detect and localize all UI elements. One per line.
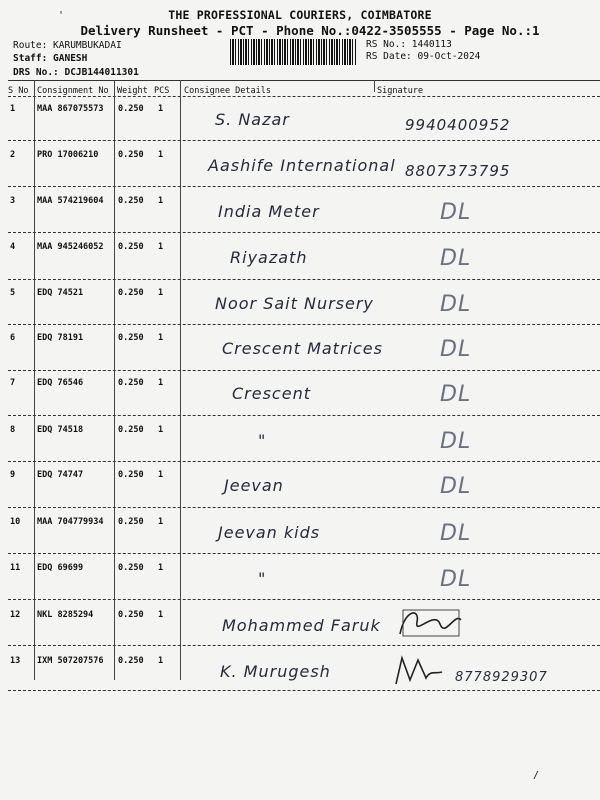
header-bottom-rule <box>8 96 600 97</box>
row-pcs: 1 <box>158 288 164 298</box>
signature-scribble <box>392 650 452 690</box>
column-header-weight: Weight <box>117 86 148 96</box>
rs-date: RS Date: 09-Oct-2024 <box>366 51 481 62</box>
row-consignment-no: EDQ 76546 <box>37 378 84 388</box>
row-weight: 0.250 <box>118 425 144 435</box>
header-top-rule <box>8 80 600 81</box>
row-signature: DL <box>440 292 472 317</box>
row-pcs: 1 <box>158 610 164 620</box>
row-weight: 0.250 <box>118 242 144 252</box>
row-signature: 9940400952 <box>405 116 511 134</box>
row-signature: DL <box>440 474 472 499</box>
row-sno: 8 <box>10 425 16 435</box>
column-divider <box>34 80 35 680</box>
row-sno: 6 <box>10 333 16 343</box>
row-separator <box>8 461 600 462</box>
column-divider <box>180 80 181 680</box>
row-signature: 8807373795 <box>405 162 511 180</box>
row-consignee-handwritten: Jeevan kids <box>218 523 321 542</box>
row-weight: 0.250 <box>118 656 144 666</box>
row-sno: 3 <box>10 196 16 206</box>
row-signature: DL <box>440 521 472 546</box>
row-weight: 0.250 <box>118 378 144 388</box>
row-consignment-no: MAA 945246052 <box>37 242 104 252</box>
row-pcs: 1 <box>158 242 164 252</box>
row-pcs: 1 <box>158 196 164 206</box>
row-separator <box>8 140 600 141</box>
row-signature: DL <box>440 567 472 592</box>
row-sno: 12 <box>10 610 21 620</box>
row-consignment-no: MAA 704779934 <box>37 517 104 527</box>
row-consignment-no: PRO 17006210 <box>37 150 99 160</box>
row-separator <box>8 232 600 233</box>
row-pcs: 1 <box>158 333 164 343</box>
stray-mark: / <box>533 770 540 781</box>
row-consignee-handwritten: Jeevan <box>224 476 284 495</box>
row-separator <box>8 645 600 646</box>
row-signature: DL <box>440 382 472 407</box>
runsheet-title: Delivery Runsheet - PCT - Phone No.:0422-3505555 - Page No.:1 <box>80 23 540 38</box>
row-pcs: 1 <box>158 470 164 480</box>
row-consignment-no: EDQ 69699 <box>37 563 84 573</box>
drs-number: DRS No.: DCJB144011301 <box>13 67 139 78</box>
row-sno: 11 <box>10 563 21 573</box>
row-separator <box>8 324 600 325</box>
row-signature: DL <box>440 337 472 362</box>
row-weight: 0.250 <box>118 288 144 298</box>
row-sno: 10 <box>10 517 21 527</box>
row-consignee-handwritten: " <box>258 569 267 588</box>
row-weight: 0.250 <box>118 517 144 527</box>
row-consignee-handwritten: Crescent Matrices <box>222 339 383 358</box>
row-sno: 2 <box>10 150 16 160</box>
row-consignment-no: IXM 507207576 <box>37 656 104 666</box>
row-sno: 4 <box>10 242 16 252</box>
row-sno: 7 <box>10 378 16 388</box>
row-weight: 0.250 <box>118 610 144 620</box>
row-weight: 0.250 <box>118 196 144 206</box>
column-header-consignee: Consignee Details <box>184 86 271 96</box>
row-separator <box>8 507 600 508</box>
column-divider <box>374 80 375 92</box>
row-weight: 0.250 <box>118 470 144 480</box>
row-separator <box>8 553 600 554</box>
row-sno: 9 <box>10 470 16 480</box>
row-separator <box>8 690 600 691</box>
row-pcs: 1 <box>158 104 164 114</box>
row-pcs: 1 <box>158 517 164 527</box>
row-pcs: 1 <box>158 378 164 388</box>
column-header-signature: Signature <box>377 86 424 96</box>
row-separator <box>8 186 600 187</box>
row-separator <box>8 599 600 600</box>
row-separator <box>8 279 600 280</box>
row-separator <box>8 370 600 371</box>
row-consignment-no: MAA 867075573 <box>37 104 104 114</box>
row-consignment-no: EDQ 78191 <box>37 333 84 343</box>
row-pcs: 1 <box>158 425 164 435</box>
row-consignee-handwritten: India Meter <box>218 202 320 221</box>
row-consignment-no: MAA 574219604 <box>37 196 104 206</box>
row-consignee-handwritten: S. Nazar <box>215 110 290 129</box>
row-consignee-handwritten: Noor Sait Nursery <box>215 294 374 313</box>
barcode-image <box>230 39 357 65</box>
row-consignee-handwritten: Riyazath <box>230 248 308 267</box>
row-consignment-no: EDQ 74747 <box>37 470 84 480</box>
rs-number: RS No.: 1440113 <box>366 39 452 50</box>
row-weight: 0.250 <box>118 104 144 114</box>
row-pcs: 1 <box>158 656 164 666</box>
row-signature: 8778929307 <box>455 670 548 685</box>
column-header-sno: S No <box>8 86 29 96</box>
row-consignee-handwritten: K. Murugesh <box>220 662 331 681</box>
row-weight: 0.250 <box>118 150 144 160</box>
row-consignment-no: EDQ 74518 <box>37 425 84 435</box>
row-separator <box>8 415 600 416</box>
row-signature: DL <box>440 429 472 454</box>
company-name: THE PROFESSIONAL COURIERS, COIMBATORE <box>168 8 432 22</box>
stray-mark: ' <box>58 10 65 21</box>
row-sno: 1 <box>10 104 16 114</box>
column-divider <box>114 80 115 680</box>
row-sno: 13 <box>10 656 21 666</box>
row-weight: 0.250 <box>118 563 144 573</box>
route-label: Route: KARUMBUKADAI <box>13 40 122 51</box>
row-consignment-no: NKL 8285294 <box>37 610 94 620</box>
row-weight: 0.250 <box>118 333 144 343</box>
row-consignment-no: EDQ 74521 <box>37 288 84 298</box>
row-pcs: 1 <box>158 563 164 573</box>
row-consignee-handwritten: Mohammed Faruk <box>222 616 381 635</box>
row-sno: 5 <box>10 288 16 298</box>
row-signature: DL <box>440 246 472 271</box>
row-signature: DL <box>440 200 472 225</box>
row-consignee-handwritten: Aashife International <box>208 156 396 175</box>
column-header-pcs: PCS <box>154 86 170 96</box>
row-consignee-handwritten: " <box>258 431 267 450</box>
row-pcs: 1 <box>158 150 164 160</box>
column-header-consignment: Consignment No <box>37 86 109 96</box>
signature-scribble <box>395 604 465 640</box>
staff-label: Staff: GANESH <box>13 53 88 64</box>
row-consignee-handwritten: Crescent <box>232 384 311 403</box>
